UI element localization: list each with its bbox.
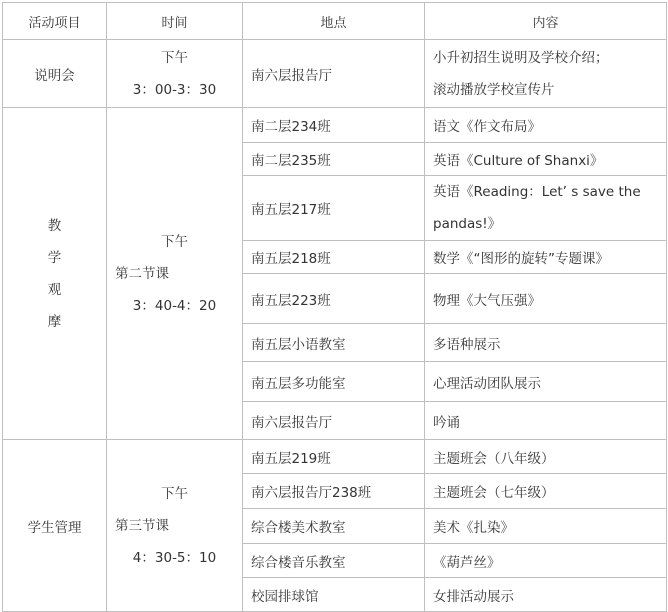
content-cell: 《葫芦丝》 [425, 544, 667, 578]
location-cell: 南五层219班 [243, 440, 425, 474]
content-cell [425, 40, 667, 108]
header-row [3, 3, 667, 40]
header-location: 地点 [243, 3, 425, 40]
activity-char: 摩 [47, 313, 62, 330]
content-cell: 主题班会（八年级） [425, 440, 667, 474]
activity-schedule-table [2, 2, 667, 612]
activity-cell [3, 108, 107, 440]
content-line: 英语《Reading：Let’ s save the [433, 184, 641, 200]
table-row [3, 108, 667, 143]
time-range: 3：40-4：20 [132, 297, 217, 314]
content-cell: 多语种展示 [425, 324, 667, 362]
activity-label: 说明会 [34, 67, 75, 84]
activity-cell [3, 440, 107, 612]
time-period: 下午 [161, 49, 188, 66]
content-cell [425, 176, 667, 241]
content-cell: 英语《Culture of Shanxi》 [425, 143, 667, 176]
time-period: 下午 [161, 485, 188, 502]
time-range: 4：30-5：10 [132, 549, 217, 566]
activity-cell [3, 40, 107, 108]
activity-label: 学生管理 [27, 519, 82, 536]
time-cell [107, 40, 243, 108]
table-row [3, 440, 667, 474]
content-cell: 吟诵 [425, 402, 667, 440]
time-cell [107, 440, 243, 612]
header-content: 内容 [425, 3, 667, 40]
location-cell: 南五层218班 [243, 241, 425, 274]
content-cell: 女排活动展示 [425, 578, 667, 612]
location-cell: 综合楼音乐教室 [243, 544, 425, 578]
location-cell: 南五层223班 [243, 274, 425, 324]
location-cell: 南二层235班 [243, 143, 425, 176]
time-range: 3：00-3：30 [132, 81, 217, 98]
location-cell: 南五层小语教室 [243, 324, 425, 362]
location-cell: 南六层报告厅 [243, 40, 425, 108]
content-cell: 物理《大气压强》 [425, 274, 667, 324]
content-cell: 数学《“图形的旋转”专题课》 [425, 241, 667, 274]
location-cell: 南二层234班 [243, 108, 425, 143]
content-line: pandas!》 [433, 216, 502, 232]
content-cell: 语文《作文布局》 [425, 108, 667, 143]
content-cell: 主题班会（七年级） [425, 474, 667, 509]
time-session: 第二节课 [115, 265, 169, 282]
header-time: 时间 [107, 3, 243, 40]
location-cell: 南五层217班 [243, 176, 425, 241]
content-cell: 美术《扎染》 [425, 509, 667, 544]
header-activity: 活动项目 [3, 3, 107, 40]
content-line: 滚动播放学校宣传片 [433, 81, 555, 98]
location-cell: 校园排球馆 [243, 578, 425, 612]
content-line: 小升初招生说明及学校介绍； [433, 49, 609, 66]
location-cell: 综合楼美术教室 [243, 509, 425, 544]
content-cell: 心理活动团队展示 [425, 362, 667, 402]
activity-char: 学 [47, 249, 62, 266]
activity-char: 观 [47, 281, 62, 298]
table-row [3, 40, 667, 108]
location-cell: 南五层多功能室 [243, 362, 425, 402]
location-cell: 南六层报告厅 [243, 402, 425, 440]
time-cell [107, 108, 243, 440]
location-cell: 南六层报告厅238班 [243, 474, 425, 509]
activity-char: 教 [47, 217, 62, 234]
time-period: 下午 [161, 233, 188, 250]
time-session: 第三节课 [115, 517, 169, 534]
